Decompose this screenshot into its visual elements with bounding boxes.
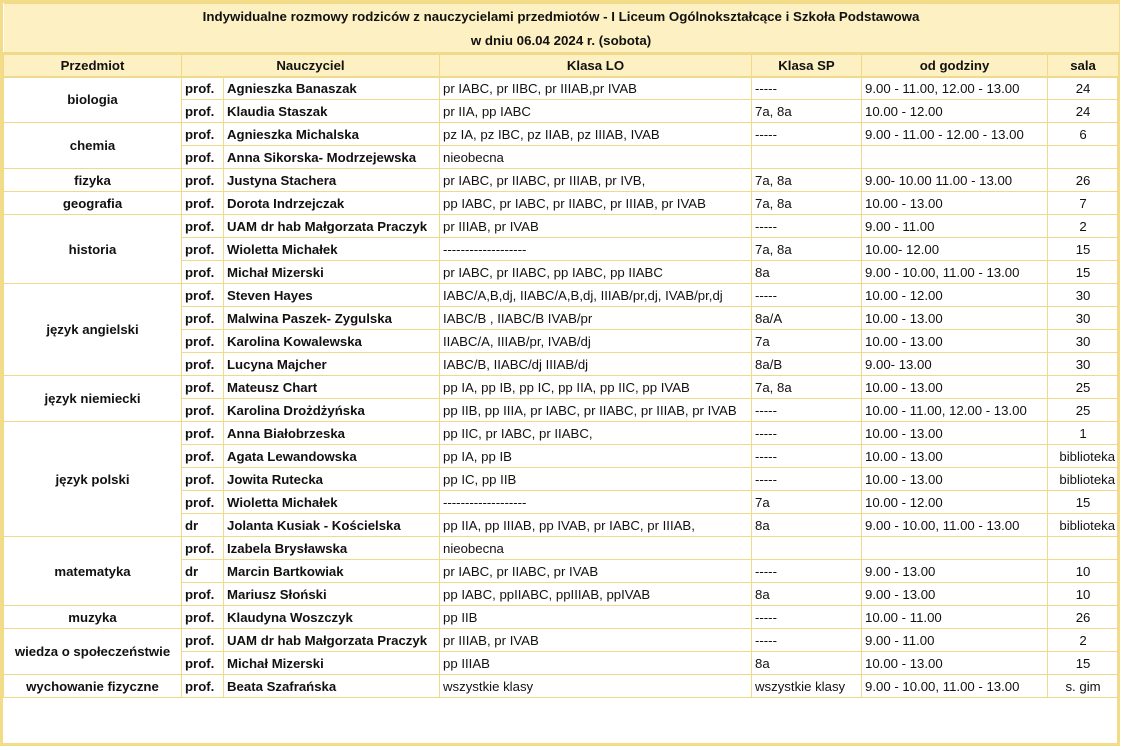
room-cell[interactable]: 25	[1048, 399, 1119, 422]
hours-cell[interactable]: 10.00 - 12.00	[862, 284, 1048, 307]
teacher-name-cell[interactable]: Wioletta Michałek	[224, 238, 440, 261]
subject-cell[interactable]: muzyka	[4, 606, 182, 629]
class-lo-cell[interactable]: pr IIA, pp IABC	[440, 100, 752, 123]
hours-cell[interactable]: 9.00 - 11.00 - 12.00 - 13.00	[862, 123, 1048, 146]
teacher-name-cell[interactable]: Anna Sikorska- Modrzejewska	[224, 146, 440, 169]
hours-cell[interactable]: 10.00 - 13.00	[862, 192, 1048, 215]
room-cell[interactable]: biblioteka	[1048, 445, 1119, 468]
class-sp-cell[interactable]: -----	[752, 123, 862, 146]
room-cell[interactable]: 25	[1048, 376, 1119, 399]
header-teacher[interactable]: Nauczyciel	[182, 54, 440, 77]
column-header-row	[4, 54, 1119, 77]
title-cell[interactable]: prof.	[182, 652, 224, 675]
class-sp-cell[interactable]: 7a	[752, 491, 862, 514]
title-cell[interactable]: prof.	[182, 330, 224, 353]
hours-cell[interactable]: 10.00- 12.00	[862, 238, 1048, 261]
room-cell[interactable]: 15	[1048, 261, 1119, 284]
teacher-name-cell[interactable]: Agnieszka Michalska	[224, 123, 440, 146]
class-sp-cell[interactable]: 7a	[752, 330, 862, 353]
hours-cell[interactable]: 10.00 - 11.00, 12.00 - 13.00	[862, 399, 1048, 422]
room-cell[interactable]: 15	[1048, 652, 1119, 675]
class-sp-cell[interactable]: wszystkie klasy	[752, 675, 862, 698]
room-cell[interactable]: 2	[1048, 629, 1119, 652]
subject-cell[interactable]: matematyka	[4, 537, 182, 606]
class-sp-cell[interactable]: 8a	[752, 652, 862, 675]
schedule-table	[3, 3, 1119, 698]
class-lo-cell[interactable]: pp IIA, pp IIIAB, pp IVAB, pr IABC, pr IIIAB,	[440, 514, 752, 537]
class-lo-cell[interactable]: pr IABC, pr IIABC, pr IVAB	[440, 560, 752, 583]
class-sp-cell[interactable]: -----	[752, 422, 862, 445]
class-lo-cell[interactable]: pp IIC, pr IABC, pr IIABC,	[440, 422, 752, 445]
teacher-name-cell[interactable]: Klaudia Staszak	[224, 100, 440, 123]
class-lo-cell[interactable]: IABC/B, IIABC/dj IIIAB/dj	[440, 353, 752, 376]
hours-cell[interactable]: 9.00 - 11.00	[862, 215, 1048, 238]
title-cell[interactable]: prof.	[182, 376, 224, 399]
class-lo-cell[interactable]: pp IIB, pp IIIA, pr IABC, pr IIABC, pr IIIAB, pr IVAB	[440, 399, 752, 422]
hours-cell[interactable]: 9.00- 10.00 11.00 - 13.00	[862, 169, 1048, 192]
class-lo-cell[interactable]: nieobecna	[440, 146, 752, 169]
room-cell[interactable]: 30	[1048, 284, 1119, 307]
hours-cell[interactable]: 10.00 - 13.00	[862, 376, 1048, 399]
class-lo-cell[interactable]: -------------------	[440, 238, 752, 261]
title-row-1	[4, 4, 1119, 29]
class-lo-cell[interactable]: pp IA, pp IB, pp IC, pp IIA, pp IIC, pp IVAB	[440, 376, 752, 399]
class-sp-cell[interactable]: 7a, 8a	[752, 376, 862, 399]
subject-cell[interactable]: historia	[4, 215, 182, 284]
class-lo-cell[interactable]: pp IIIAB	[440, 652, 752, 675]
class-sp-cell[interactable]: 8a	[752, 514, 862, 537]
subject-cell[interactable]: język polski	[4, 422, 182, 537]
room-cell[interactable]	[1048, 537, 1119, 560]
title-cell[interactable]: prof.	[182, 192, 224, 215]
class-sp-cell[interactable]: -----	[752, 560, 862, 583]
room-cell[interactable]: 6	[1048, 123, 1119, 146]
hours-cell[interactable]: 9.00 - 11.00, 12.00 - 13.00	[862, 77, 1048, 100]
class-lo-cell[interactable]: IABC/B , IIABC/B IVAB/pr	[440, 307, 752, 330]
room-cell[interactable]: 1	[1048, 422, 1119, 445]
room-cell[interactable]: 26	[1048, 606, 1119, 629]
title-cell[interactable]: prof.	[182, 261, 224, 284]
title-cell[interactable]: prof.	[182, 238, 224, 261]
hours-cell[interactable]: 10.00 - 11.00	[862, 606, 1048, 629]
title-cell[interactable]: prof.	[182, 583, 224, 606]
hours-cell[interactable]: 10.00 - 13.00	[862, 307, 1048, 330]
title-cell[interactable]: prof.	[182, 629, 224, 652]
class-sp-cell[interactable]: 7a, 8a	[752, 238, 862, 261]
class-sp-cell[interactable]: 7a, 8a	[752, 100, 862, 123]
title-cell[interactable]: prof.	[182, 422, 224, 445]
hours-cell[interactable]: 10.00 - 13.00	[862, 445, 1048, 468]
page-title: Indywidualne rozmowy rodziców z nauczycielami przedmiotów - I Liceum Ogólnokształcące i Szkoła Podstawowa	[4, 4, 1119, 29]
teacher-name-cell[interactable]: Klaudyna Woszczyk	[224, 606, 440, 629]
header-class-sp[interactable]: Klasa SP	[752, 54, 862, 77]
subject-cell[interactable]: fizyka	[4, 169, 182, 192]
class-lo-cell[interactable]: pp IABC, pr IABC, pr IIABC, pr IIIAB, pr IVAB	[440, 192, 752, 215]
hours-cell[interactable]: 10.00 - 12.00	[862, 491, 1048, 514]
hours-cell[interactable]: 9.00 - 11.00	[862, 629, 1048, 652]
class-lo-cell[interactable]: pp IC, pp IIB	[440, 468, 752, 491]
subject-cell[interactable]: chemia	[4, 123, 182, 169]
table-row	[4, 537, 1119, 560]
class-sp-cell[interactable]: 7a, 8a	[752, 192, 862, 215]
class-sp-cell[interactable]: 8a/B	[752, 353, 862, 376]
title-cell[interactable]: prof.	[182, 100, 224, 123]
room-cell[interactable]: 10	[1048, 560, 1119, 583]
teacher-name-cell[interactable]: Michał Mizerski	[224, 652, 440, 675]
room-cell[interactable]: 2	[1048, 215, 1119, 238]
table-row	[4, 675, 1119, 698]
room-cell[interactable]: biblioteka	[1048, 514, 1119, 537]
room-cell[interactable]: 30	[1048, 307, 1119, 330]
table-row	[4, 77, 1119, 100]
teacher-name-cell[interactable]: UAM dr hab Małgorzata Praczyk	[224, 629, 440, 652]
class-lo-cell[interactable]: IIABC/A, IIIAB/pr, IVAB/dj	[440, 330, 752, 353]
title-cell[interactable]: prof.	[182, 77, 224, 100]
table-body	[4, 77, 1119, 698]
hours-cell[interactable]: 9.00- 13.00	[862, 353, 1048, 376]
title-cell[interactable]: prof.	[182, 307, 224, 330]
room-cell[interactable]: 24	[1048, 77, 1119, 100]
title-cell[interactable]: prof.	[182, 491, 224, 514]
room-cell[interactable]: 26	[1048, 169, 1119, 192]
table-row	[4, 376, 1119, 399]
class-sp-cell[interactable]	[752, 537, 862, 560]
title-row-2	[4, 29, 1119, 54]
teacher-name-cell[interactable]: Mariusz Słoński	[224, 583, 440, 606]
title-cell[interactable]: prof.	[182, 399, 224, 422]
room-cell[interactable]: biblioteka	[1048, 468, 1119, 491]
hours-cell[interactable]	[862, 146, 1048, 169]
hours-cell[interactable]: 9.00 - 13.00	[862, 560, 1048, 583]
title-cell[interactable]: dr	[182, 560, 224, 583]
table-row	[4, 629, 1119, 652]
hours-cell[interactable]: 9.00 - 10.00, 11.00 - 13.00	[862, 675, 1048, 698]
table-row	[4, 123, 1119, 146]
class-sp-cell[interactable]: 8a/A	[752, 307, 862, 330]
header-class-lo[interactable]: Klasa LO	[440, 54, 752, 77]
hours-cell[interactable]: 10.00 - 13.00	[862, 652, 1048, 675]
class-lo-cell[interactable]: pr IIIAB, pr IVAB	[440, 629, 752, 652]
class-sp-cell[interactable]: 8a	[752, 261, 862, 284]
hours-cell[interactable]: 10.00 - 13.00	[862, 422, 1048, 445]
class-sp-cell[interactable]: -----	[752, 399, 862, 422]
teacher-name-cell[interactable]: Anna Białobrzeska	[224, 422, 440, 445]
title-cell[interactable]: dr	[182, 514, 224, 537]
header-room[interactable]: sala	[1048, 54, 1119, 77]
title-cell[interactable]: prof.	[182, 123, 224, 146]
class-lo-cell[interactable]: pr IIIAB, pr IVAB	[440, 215, 752, 238]
room-cell[interactable]: 10	[1048, 583, 1119, 606]
title-cell[interactable]: prof.	[182, 537, 224, 560]
teacher-name-cell[interactable]: Malwina Paszek- Zygulska	[224, 307, 440, 330]
page-subtitle-date: w dniu 06.04 2024 r. (sobota)	[4, 29, 1119, 54]
class-sp-cell[interactable]: 8a	[752, 583, 862, 606]
teacher-name-cell[interactable]: Jowita Rutecka	[224, 468, 440, 491]
hours-cell[interactable]: 10.00 - 13.00	[862, 468, 1048, 491]
room-cell[interactable]: s. gim	[1048, 675, 1119, 698]
title-cell[interactable]: prof.	[182, 606, 224, 629]
title-cell[interactable]: prof.	[182, 169, 224, 192]
class-lo-cell[interactable]: pr IABC, pr IIBC, pr IIIAB,pr IVAB	[440, 77, 752, 100]
teacher-name-cell[interactable]: Karolina Kowalewska	[224, 330, 440, 353]
subject-cell[interactable]: język angielski	[4, 284, 182, 376]
title-cell[interactable]: prof.	[182, 468, 224, 491]
class-lo-cell[interactable]: pr IABC, pr IIABC, pr IIIAB, pr IVB,	[440, 169, 752, 192]
teacher-name-cell[interactable]: Justyna Stachera	[224, 169, 440, 192]
class-sp-cell[interactable]: -----	[752, 215, 862, 238]
table-row	[4, 422, 1119, 445]
class-lo-cell[interactable]: pp IA, pp IB	[440, 445, 752, 468]
header-hours[interactable]: od godziny	[862, 54, 1048, 77]
subject-cell[interactable]: biologia	[4, 77, 182, 123]
subject-cell[interactable]: geografia	[4, 192, 182, 215]
hours-cell[interactable]: 9.00 - 10.00, 11.00 - 13.00	[862, 514, 1048, 537]
header-subject[interactable]: Przedmiot	[4, 54, 182, 77]
teacher-name-cell[interactable]: Agata Lewandowska	[224, 445, 440, 468]
hours-cell[interactable]: 10.00 - 13.00	[862, 330, 1048, 353]
title-cell[interactable]: prof.	[182, 215, 224, 238]
room-cell[interactable]: 30	[1048, 330, 1119, 353]
title-cell[interactable]: prof.	[182, 353, 224, 376]
class-lo-cell[interactable]: wszystkie klasy	[440, 675, 752, 698]
teacher-name-cell[interactable]: Lucyna Majcher	[224, 353, 440, 376]
table-row	[4, 192, 1119, 215]
subject-cell[interactable]: wiedza o społeczeństwie	[4, 629, 182, 675]
class-sp-cell[interactable]: -----	[752, 468, 862, 491]
table-row	[4, 284, 1119, 307]
class-lo-cell[interactable]: IABC/A,B,dj, IIABC/A,B,dj, IIIAB/pr,dj, IVAB/pr,dj	[440, 284, 752, 307]
class-sp-cell[interactable]: 7a, 8a	[752, 169, 862, 192]
class-sp-cell[interactable]: -----	[752, 284, 862, 307]
teacher-name-cell[interactable]: Jolanta Kusiak - Kościelska	[224, 514, 440, 537]
teacher-name-cell[interactable]: Steven Hayes	[224, 284, 440, 307]
hours-cell[interactable]	[862, 537, 1048, 560]
teacher-name-cell[interactable]: Izabela Brysławska	[224, 537, 440, 560]
class-sp-cell[interactable]: -----	[752, 77, 862, 100]
class-lo-cell[interactable]: pp IABC, ppIIABC, ppIIIAB, ppIVAB	[440, 583, 752, 606]
class-sp-cell[interactable]: -----	[752, 629, 862, 652]
class-sp-cell[interactable]: -----	[752, 445, 862, 468]
table-row	[4, 169, 1119, 192]
class-lo-cell[interactable]: nieobecna	[440, 537, 752, 560]
hours-cell[interactable]: 10.00 - 12.00	[862, 100, 1048, 123]
room-cell[interactable]: 15	[1048, 238, 1119, 261]
room-cell[interactable]: 7	[1048, 192, 1119, 215]
class-lo-cell[interactable]: pz IA, pz IBC, pz IIAB, pz IIIAB, IVAB	[440, 123, 752, 146]
teacher-name-cell[interactable]: Michał Mizerski	[224, 261, 440, 284]
teacher-name-cell[interactable]: Mateusz Chart	[224, 376, 440, 399]
title-cell[interactable]: prof.	[182, 146, 224, 169]
room-cell[interactable]	[1048, 146, 1119, 169]
hours-cell[interactable]: 9.00 - 13.00	[862, 583, 1048, 606]
title-cell[interactable]: prof.	[182, 445, 224, 468]
room-cell[interactable]: 24	[1048, 100, 1119, 123]
teacher-name-cell[interactable]: Beata Szafrańska	[224, 675, 440, 698]
class-lo-cell[interactable]: pr IABC, pr IIABC, pp IABC, pp IIABC	[440, 261, 752, 284]
teacher-name-cell[interactable]: Agnieszka Banaszak	[224, 77, 440, 100]
teacher-name-cell[interactable]: Marcin Bartkowiak	[224, 560, 440, 583]
teacher-name-cell[interactable]: Karolina Drożdżyńska	[224, 399, 440, 422]
teacher-name-cell[interactable]: Dorota Indrzejczak	[224, 192, 440, 215]
class-lo-cell[interactable]: pp IIB	[440, 606, 752, 629]
table-row	[4, 606, 1119, 629]
teacher-name-cell[interactable]: UAM dr hab Małgorzata Praczyk	[224, 215, 440, 238]
table-row	[4, 215, 1119, 238]
teacher-name-cell[interactable]: Wioletta Michałek	[224, 491, 440, 514]
room-cell[interactable]: 15	[1048, 491, 1119, 514]
class-sp-cell[interactable]: -----	[752, 606, 862, 629]
hours-cell[interactable]: 9.00 - 10.00, 11.00 - 13.00	[862, 261, 1048, 284]
class-sp-cell[interactable]	[752, 146, 862, 169]
title-cell[interactable]: prof.	[182, 284, 224, 307]
room-cell[interactable]: 30	[1048, 353, 1119, 376]
class-lo-cell[interactable]: -------------------	[440, 491, 752, 514]
subject-cell[interactable]: wychowanie fizyczne	[4, 675, 182, 698]
title-cell[interactable]: prof.	[182, 675, 224, 698]
subject-cell[interactable]: język niemiecki	[4, 376, 182, 422]
